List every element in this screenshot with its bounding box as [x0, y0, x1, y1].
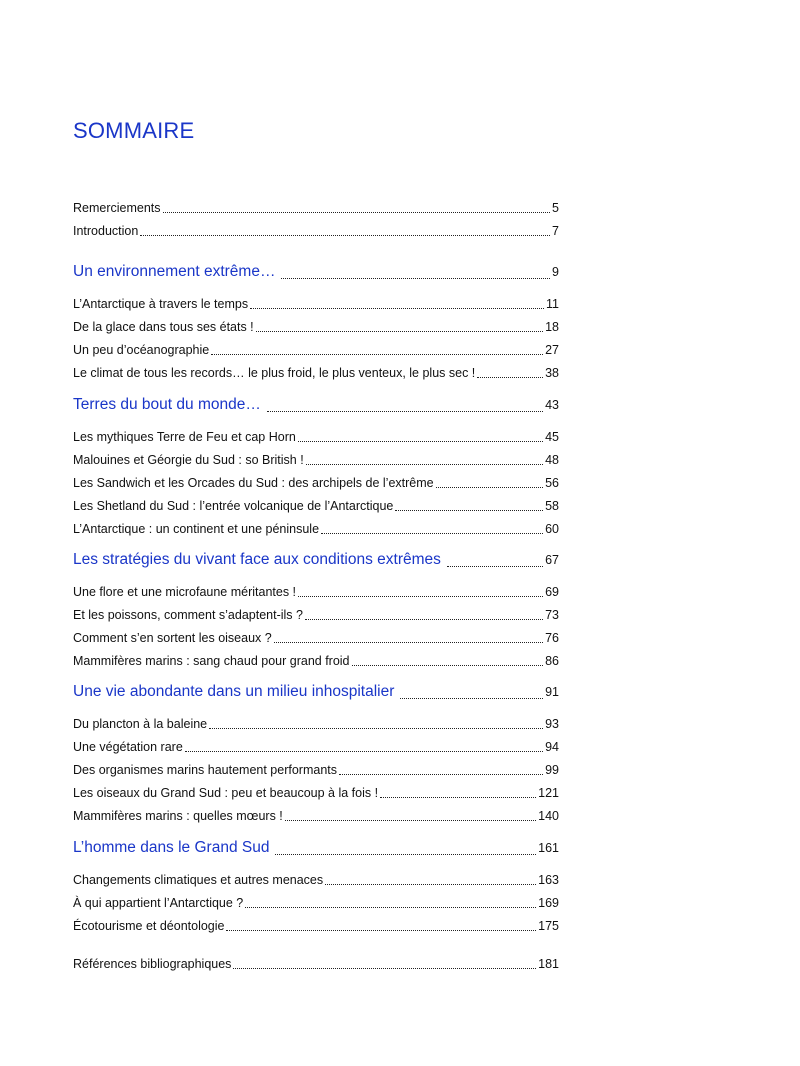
dot-leader: [395, 502, 543, 514]
toc-entry-page: 140: [538, 809, 559, 823]
toc-entry-label: L’Antarctique à travers le temps: [73, 297, 249, 311]
toc-entry[interactable]: [73, 653, 559, 669]
toc-entry[interactable]: [73, 785, 559, 801]
toc-entry-page: 7: [552, 224, 559, 238]
toc-entry-page: 56: [545, 476, 559, 490]
toc-entry-introduction[interactable]: [73, 223, 559, 239]
dot-leader: [233, 960, 536, 972]
toc-entry-page: 69: [545, 585, 559, 599]
toc-entry-page: 48: [545, 453, 559, 467]
toc-entry-page: 18: [545, 320, 559, 334]
toc-section-page: 161: [538, 841, 559, 855]
toc-entry[interactable]: [73, 607, 559, 623]
toc-section-environnement[interactable]: [73, 262, 559, 282]
toc-entry-references[interactable]: [73, 956, 559, 972]
toc-entry-label: Introduction: [73, 224, 139, 238]
toc-entry-label: À qui appartient l’Antarctique ?: [73, 896, 244, 910]
toc-entry-label: Une végétation rare: [73, 740, 183, 754]
toc-entry[interactable]: [73, 498, 559, 514]
toc-section-vie-abondante[interactable]: [73, 682, 559, 702]
toc-entry-page: 94: [545, 740, 559, 754]
dot-leader: [325, 876, 536, 888]
toc-section-label: Un environnement extrême…: [73, 263, 276, 280]
toc-entry-page: 86: [545, 654, 559, 668]
toc-entry-page: 99: [545, 763, 559, 777]
toc-entry-label: Mammifères marins : quelles mœurs !: [73, 809, 283, 823]
toc-entry-label: De la glace dans tous ses états !: [73, 320, 254, 334]
toc-entry-label: Les Shetland du Sud : l’entrée volcanique de l’Antarctique: [73, 499, 394, 513]
toc-entry[interactable]: [73, 918, 559, 934]
page-title: SOMMAIRE: [73, 118, 195, 143]
dot-leader: [274, 634, 543, 646]
toc-entry-page: 121: [538, 786, 559, 800]
toc-section-label: Une vie abondante dans un milieu inhospitalier: [73, 683, 395, 700]
toc-entry-page: 60: [545, 522, 559, 536]
toc-section-label: Terres du bout du monde…: [73, 396, 261, 413]
toc-entry-page: 93: [545, 717, 559, 731]
toc-entry[interactable]: [73, 584, 559, 600]
toc-entry-label: Remerciements: [73, 201, 161, 215]
toc-entry-label: Les oiseaux du Grand Sud : peu et beaucoup à la fois !: [73, 786, 379, 800]
dot-leader: [275, 846, 536, 858]
toc-entry-page: 38: [545, 366, 559, 380]
dot-leader: [298, 433, 543, 445]
toc-entry-label: Une flore et une microfaune méritantes !: [73, 585, 297, 599]
toc-entry-page: 11: [546, 297, 559, 311]
toc-entry-label: Les mythiques Terre de Feu et cap Horn: [73, 430, 296, 444]
toc-entry-label: Du plancton à la baleine: [73, 717, 208, 731]
toc-entry-label: Les Sandwich et les Orcades du Sud : des archipels de l’extrême: [73, 476, 434, 490]
dot-leader: [285, 812, 536, 824]
toc-entry-page: 27: [545, 343, 559, 357]
toc-entry[interactable]: [73, 739, 559, 755]
toc-entry-page: 73: [545, 608, 559, 622]
dot-leader: [352, 657, 544, 669]
toc-entry[interactable]: [73, 808, 559, 824]
toc-entry-label: Un peu d’océanographie: [73, 343, 210, 357]
dot-leader: [321, 525, 543, 537]
toc-entry-label: L’Antarctique : un continent et une péninsule: [73, 522, 320, 536]
toc-section-homme[interactable]: [73, 838, 559, 858]
dot-leader: [256, 323, 543, 335]
toc-entry[interactable]: [73, 872, 559, 888]
toc-entry[interactable]: [73, 342, 559, 358]
toc-entry-page: 76: [545, 631, 559, 645]
toc-entry-label: Changements climatiques et autres menaces: [73, 873, 324, 887]
toc-section-label: Les stratégies du vivant face aux conditions extrêmes: [73, 551, 441, 568]
dot-leader: [306, 456, 543, 468]
toc-entry[interactable]: [73, 521, 559, 537]
toc-entry-page: 45: [545, 430, 559, 444]
toc-section-terres[interactable]: [73, 395, 559, 415]
toc-section-page: 91: [545, 685, 559, 699]
dot-leader: [209, 720, 543, 732]
toc-entry[interactable]: [73, 475, 559, 491]
toc-entry-page: 169: [538, 896, 559, 910]
dot-leader: [250, 300, 544, 312]
dot-leader: [477, 369, 543, 381]
toc-entry-page: 163: [538, 873, 559, 887]
toc-section-page: 43: [545, 398, 559, 412]
toc-entry[interactable]: [73, 762, 559, 778]
toc-entry[interactable]: [73, 895, 559, 911]
toc-entry-label: Références bibliographiques: [73, 957, 232, 971]
toc-section-page: 9: [552, 265, 559, 279]
toc-entry-label: Le climat de tous les records… le plus froid, le plus venteux, le plus sec !: [73, 366, 476, 380]
dot-leader: [339, 766, 543, 778]
toc-entry-page: 5: [552, 201, 559, 215]
dot-leader: [447, 558, 543, 570]
toc-entry-remerciements[interactable]: [73, 200, 559, 216]
toc-entry[interactable]: [73, 319, 559, 335]
toc-entry-label: Écotourisme et déontologie: [73, 919, 225, 933]
toc-entry[interactable]: [73, 429, 559, 445]
dot-leader: [436, 479, 543, 491]
toc-section-page: 67: [545, 553, 559, 567]
dot-leader: [163, 204, 551, 216]
toc-entry-page: 181: [538, 957, 559, 971]
toc-entry-label: Malouines et Géorgie du Sud : so British !: [73, 453, 304, 467]
toc-entry-label: Des organismes marins hautement performants: [73, 763, 338, 777]
toc-section-label: L’homme dans le Grand Sud: [73, 839, 270, 856]
toc-entry-label: Comment s’en sortent les oiseaux ?: [73, 631, 272, 645]
toc-entry[interactable]: [73, 452, 559, 468]
toc-section-strategies[interactable]: [73, 550, 559, 570]
toc-entry-page: 58: [545, 499, 559, 513]
dot-leader: [211, 346, 543, 358]
dot-leader: [185, 743, 543, 755]
dot-leader: [298, 588, 543, 600]
toc-entry[interactable]: [73, 296, 559, 312]
toc-entry[interactable]: [73, 630, 559, 646]
toc-entry[interactable]: [73, 365, 559, 381]
toc-entry-label: Et les poissons, comment s’adaptent-ils ?: [73, 608, 303, 622]
dot-leader: [281, 270, 550, 282]
toc-entry-page: 175: [538, 919, 559, 933]
dot-leader: [305, 611, 543, 623]
dot-leader: [380, 789, 536, 801]
dot-leader: [400, 690, 543, 702]
dot-leader: [245, 899, 536, 911]
dot-leader: [140, 227, 550, 239]
dot-leader: [267, 403, 543, 415]
toc-entry[interactable]: [73, 716, 559, 732]
dot-leader: [226, 922, 536, 934]
toc-entry-label: Mammifères marins : sang chaud pour grand froid: [73, 654, 350, 668]
